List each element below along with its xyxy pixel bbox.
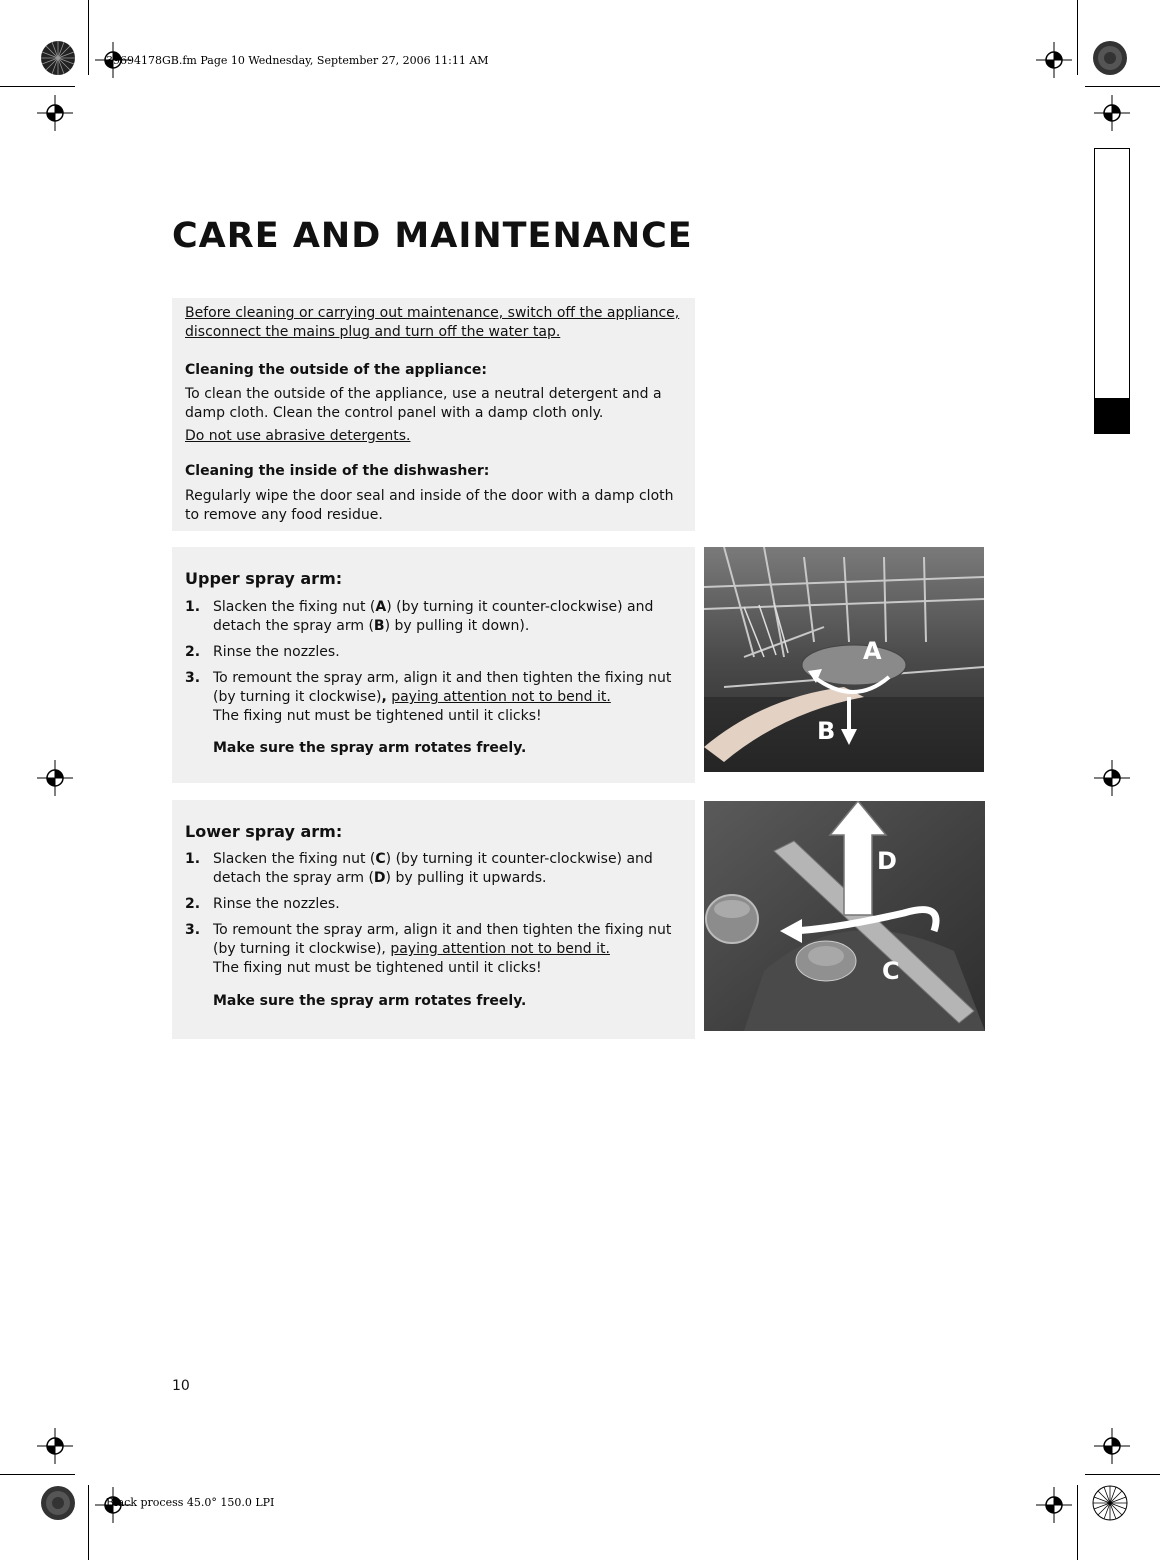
- section-heading: Upper spray arm:: [185, 569, 343, 588]
- label-c: C: [882, 957, 900, 985]
- step-text: To remount the spray arm, align it and then tighten the fixing nut (by turning it clockwise), paying attention not to bend it. The fixing nut must be tightened until it clicks!: [213, 670, 672, 724]
- step-text: Rinse the nozzles.: [213, 644, 340, 660]
- registration-mark-icon: [1094, 760, 1130, 796]
- section-heading: Lower spray arm:: [185, 822, 343, 841]
- inside-heading: Cleaning the inside of the dishwasher:: [185, 463, 490, 479]
- outside-text: To clean the outside of the appliance, use a neutral detergent and a damp cloth. Clean the control panel with a damp cloth only.: [185, 386, 662, 421]
- crop-mark: [1085, 1474, 1160, 1475]
- thumb-tab-marker: [1094, 398, 1130, 434]
- step-number: 3.: [185, 670, 201, 686]
- lower-spray-arm-photo: [704, 801, 985, 1031]
- step-number: 3.: [185, 922, 201, 938]
- starburst-target-icon: [40, 1485, 76, 1521]
- page-title: CARE AND MAINTENANCE: [172, 216, 693, 256]
- step-number: 1.: [185, 599, 201, 615]
- step-number: 1.: [185, 851, 201, 867]
- crop-mark: [1077, 0, 1078, 75]
- step-text: Slacken the fixing nut (C) (by turning it counter-clockwise) and detach the spray arm (D) by pulling it upwards.: [213, 851, 653, 886]
- step-text: Slacken the fixing nut (A) (by turning it counter-clockwise) and detach the spray arm (B) by pulling it down).: [213, 599, 654, 634]
- slug-footer: Black process 45.0° 150.0 LPI: [106, 1496, 275, 1509]
- upper-spray-arm-section: [172, 547, 695, 783]
- lower-spray-arm-section: [172, 800, 695, 1039]
- inside-text: Regularly wipe the door seal and inside of the door with a damp cloth to remove any food residue.: [185, 488, 674, 523]
- cleaning-section: [172, 298, 695, 531]
- label-a: A: [863, 637, 882, 665]
- registration-mark-icon: [1094, 95, 1130, 131]
- slug-header: 39694178GB.fm Page 10 Wednesday, September 27, 2006 11:11 AM: [106, 54, 489, 67]
- upper-spray-arm-photo: [704, 547, 984, 772]
- registration-mark-icon: [37, 95, 73, 131]
- crop-mark: [1085, 86, 1160, 87]
- crop-mark: [88, 0, 89, 75]
- crop-mark: [0, 86, 75, 87]
- rotation-note: Make sure the spray arm rotates freely.: [213, 993, 527, 1009]
- thumb-tab-frame: [1094, 148, 1130, 434]
- registration-mark-icon: [1094, 1428, 1130, 1464]
- starburst-target-icon: [40, 40, 76, 76]
- registration-mark-icon: [1036, 1487, 1072, 1523]
- registration-mark-icon: [1036, 42, 1072, 78]
- registration-mark-icon: [37, 1428, 73, 1464]
- label-d: D: [877, 847, 897, 875]
- registration-mark-icon: [37, 760, 73, 796]
- crop-mark: [1077, 1485, 1078, 1560]
- outside-heading: Cleaning the outside of the appliance:: [185, 362, 487, 378]
- step-text: Rinse the nozzles.: [213, 896, 340, 912]
- label-b: B: [817, 717, 836, 745]
- crop-mark: [0, 1474, 75, 1475]
- step-number: 2.: [185, 896, 201, 912]
- crop-mark: [88, 1485, 89, 1560]
- starburst-target-icon: [1092, 1485, 1128, 1521]
- abrasive-warning: Do not use abrasive detergents.: [185, 428, 411, 444]
- step-number: 2.: [185, 644, 201, 660]
- step-text: To remount the spray arm, align it and then tighten the fixing nut (by turning it clockwise), paying attention not to bend it. The fixing nut must be tightened until it clicks!: [213, 922, 672, 976]
- safety-warning: Before cleaning or carrying out maintenance, switch off the appliance, disconnect the mains plug and turn off the water tap.: [185, 305, 680, 340]
- page-number: 10: [172, 1378, 190, 1394]
- rotation-note: Make sure the spray arm rotates freely.: [213, 740, 527, 756]
- starburst-target-icon: [1092, 40, 1128, 76]
